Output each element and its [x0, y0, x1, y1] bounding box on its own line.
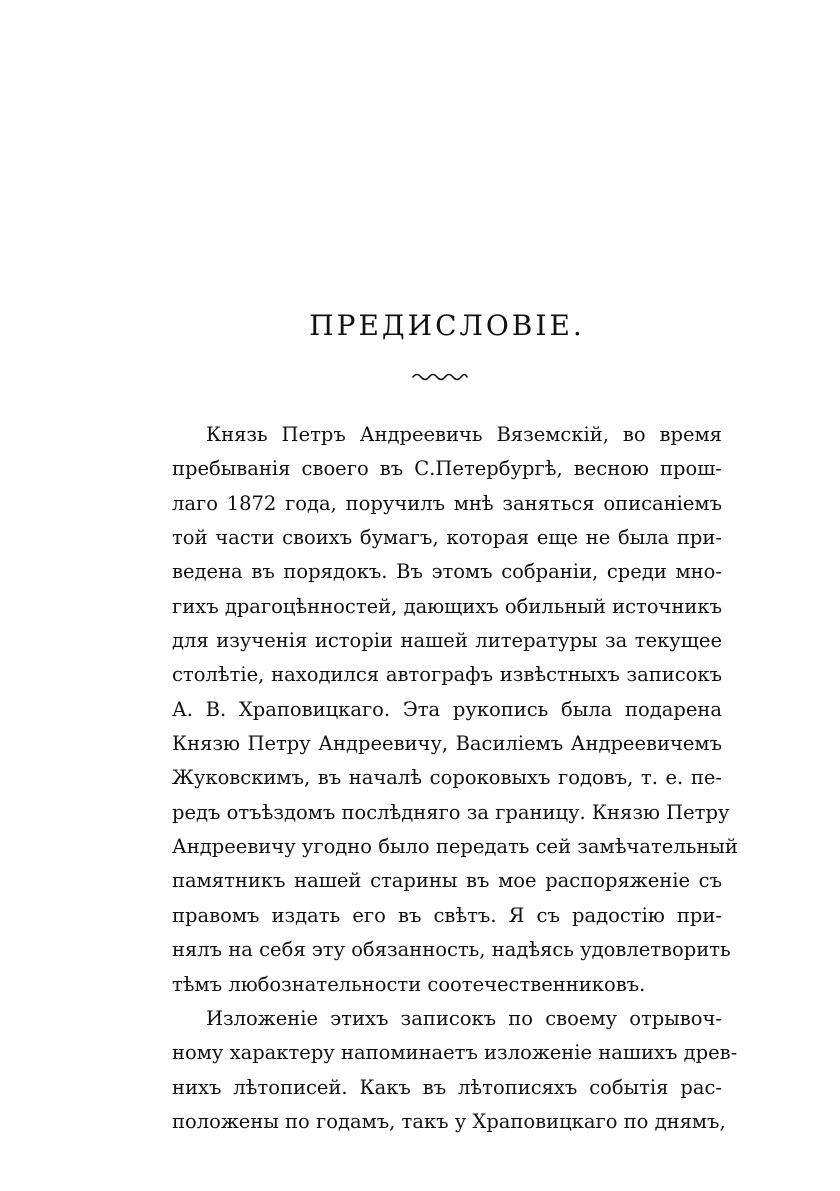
text-line: нихъ лѣтописей. Какъ въ лѣтописяхъ событія рас-	[172, 1075, 722, 1099]
text-line: Князь Петръ Андреевичь Вяземскій, во время	[206, 423, 722, 446]
text-line: столѣтіе, находился автографъ извѣстныхъ записокъ	[172, 663, 722, 687]
chapter-heading: ПРЕДИСЛОВІЕ.	[309, 309, 585, 342]
text-line: редъ отъѣздомъ послѣдняго за границу. Князю Петру	[172, 800, 730, 824]
text-line: положены по годамъ, такъ у Храповицкаго по днямъ,	[172, 1109, 726, 1133]
text-line: Андреевичу угодно было передать сей замѣчательный	[172, 835, 738, 859]
text-line: тѣмъ любознательности соотечественниковъ.	[172, 972, 646, 996]
body-text	[172, 418, 738, 1139]
text-line: пребыванія своего въ С.Петербургѣ, весною прош-	[172, 457, 722, 481]
text-line: Изложеніе этихъ записокъ по своему отрывоч-	[206, 1006, 722, 1030]
text-line: Князю Петру Андреевичу, Василіемъ Андреевичемъ	[172, 732, 722, 756]
paragraph-1	[172, 418, 738, 1002]
text-line: той части своихъ бумагъ, которая еще не была при-	[172, 526, 722, 550]
text-line: правомъ издать его въ свѣтъ. Я съ радостію при-	[172, 903, 722, 927]
text-line: Жуковскимъ, въ началѣ сороковыхъ годовъ, т. е. пе-	[172, 766, 722, 790]
text-line: нялъ на себя эту обязанность, надѣясь удовлетворить	[172, 938, 731, 962]
text-line: ведена въ порядокъ. Въ этомъ собраніи, среди мно-	[172, 560, 722, 584]
ornament-divider	[412, 369, 468, 383]
text-line: памятникъ нашей старины въ мое распоряженіе съ	[172, 869, 722, 893]
text-line: ному характеру напоминаетъ изложеніе нашихъ древ-	[172, 1041, 738, 1065]
paragraph-2	[172, 1002, 738, 1139]
text-line: для изученія исторіи нашей литературы за текущее	[172, 629, 722, 653]
text-line: лаго 1872 года, поручилъ мнѣ заняться описаніемъ	[172, 491, 722, 515]
text-line: А. В. Храповицкаго. Эта рукопись была подарена	[172, 697, 722, 721]
text-line: гихъ драгоцѣнностей, дающихъ обильный источникъ	[172, 594, 723, 618]
